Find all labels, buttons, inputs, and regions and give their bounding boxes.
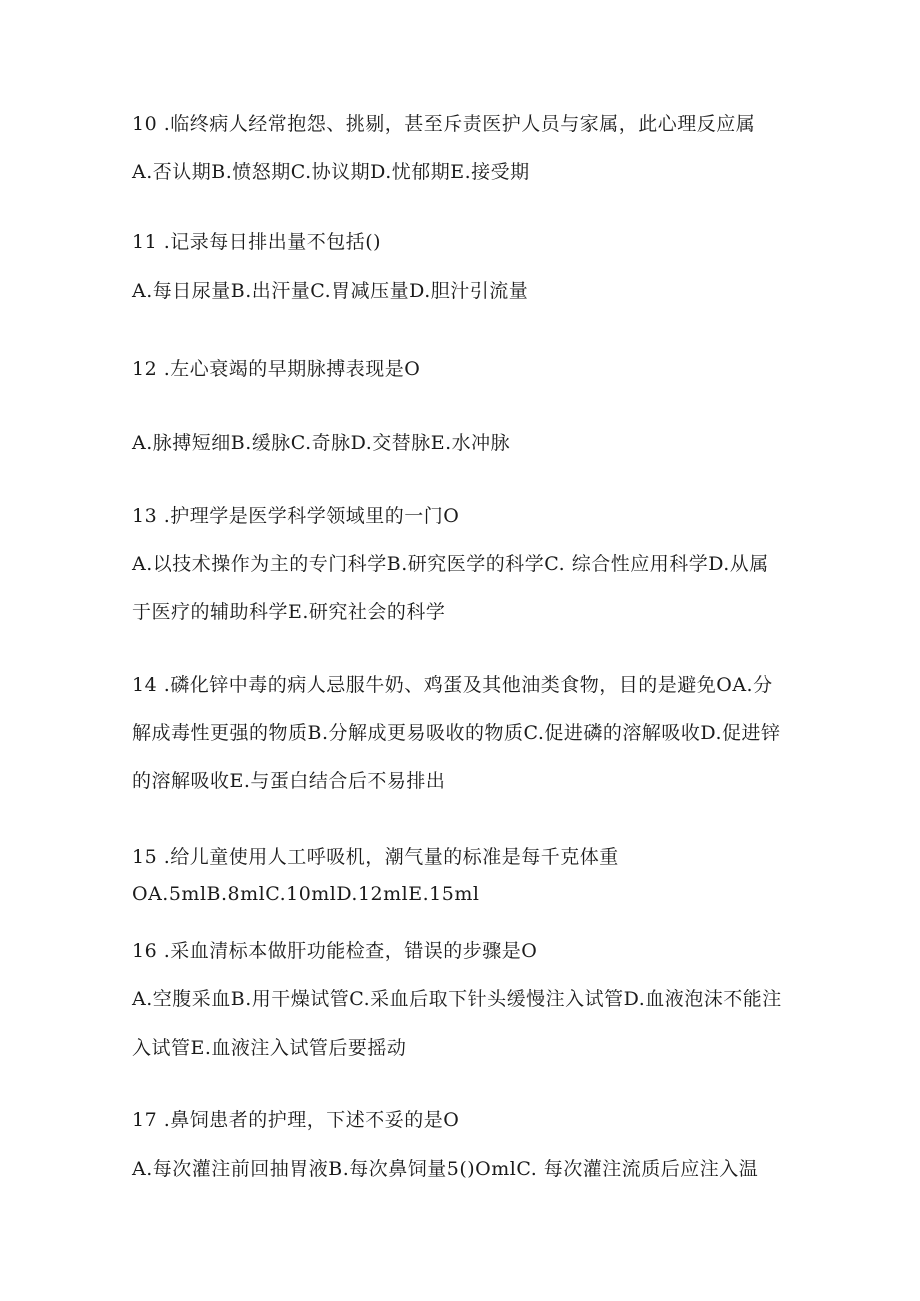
question-11-options: A.每日尿量B.出汗量C.胃减压量D.胆汁引流量 — [132, 280, 529, 302]
question-17-options-line-1: A.每次灌注前回抽胃液B.每次鼻饲量5()OmlC. 每次灌注流质后应注入温 — [132, 1158, 759, 1180]
question-10-stem: 10 .临终病人经常抱怨、挑剔，甚至斥责医护人员与家属，此心理反应属 — [132, 113, 756, 135]
question-13-stem: 13 .护理学是医学科学领域里的一门O — [132, 505, 460, 527]
question-14-options-line-2: 的溶解吸收E.与蛋白结合后不易排出 — [132, 770, 446, 792]
question-15-stem: 15 .给儿童使用人工呼吸机，潮气量的标准是每千克体重 — [132, 846, 619, 868]
question-14-options-line-1: 解成毒性更强的物质B.分解成更易吸收的物质C.促进磷的溶解吸收D.促进锌 — [132, 722, 781, 744]
question-16-options-line-2: 入试管E.血液注入试管后要摇动 — [132, 1037, 407, 1059]
question-17-stem: 17 .鼻饲患者的护理，下述不妥的是O — [132, 1109, 460, 1131]
question-14-stem: 14 .磷化锌中毒的病人忌服牛奶、鸡蛋及其他油类食物，目的是避免OA.分 — [132, 674, 773, 696]
question-13-options-line-2: 于医疗的辅助科学E.研究社会的科学 — [132, 601, 446, 623]
question-12-stem: 12 .左心衰竭的早期脉搏表现是O — [132, 358, 421, 380]
question-16-stem: 16 .采血清标本做肝功能检查，错误的步骤是O — [132, 940, 538, 962]
question-12-options: A.脉搏短细B.缓脉C.奇脉D.交替脉E.水冲脉 — [132, 432, 511, 454]
question-15-options: OA.5mlB.8mlC.10mlD.12mlE.15ml — [132, 883, 480, 905]
question-13-options-line-1: A.以技术操作为主的专门科学B.研究医学的科学C. 综合性应用科学D.从属 — [132, 553, 769, 575]
question-11-stem: 11 .记录每日排出量不包括() — [132, 231, 382, 253]
question-10-options: A.否认期B.愤怒期C.协议期D.忧郁期E.接受期 — [132, 161, 530, 183]
question-16-options-line-1: A.空腹采血B.用干燥试管C.采血后取下针头缓慢注入试管D.血液泡沫不能注 — [132, 988, 782, 1010]
